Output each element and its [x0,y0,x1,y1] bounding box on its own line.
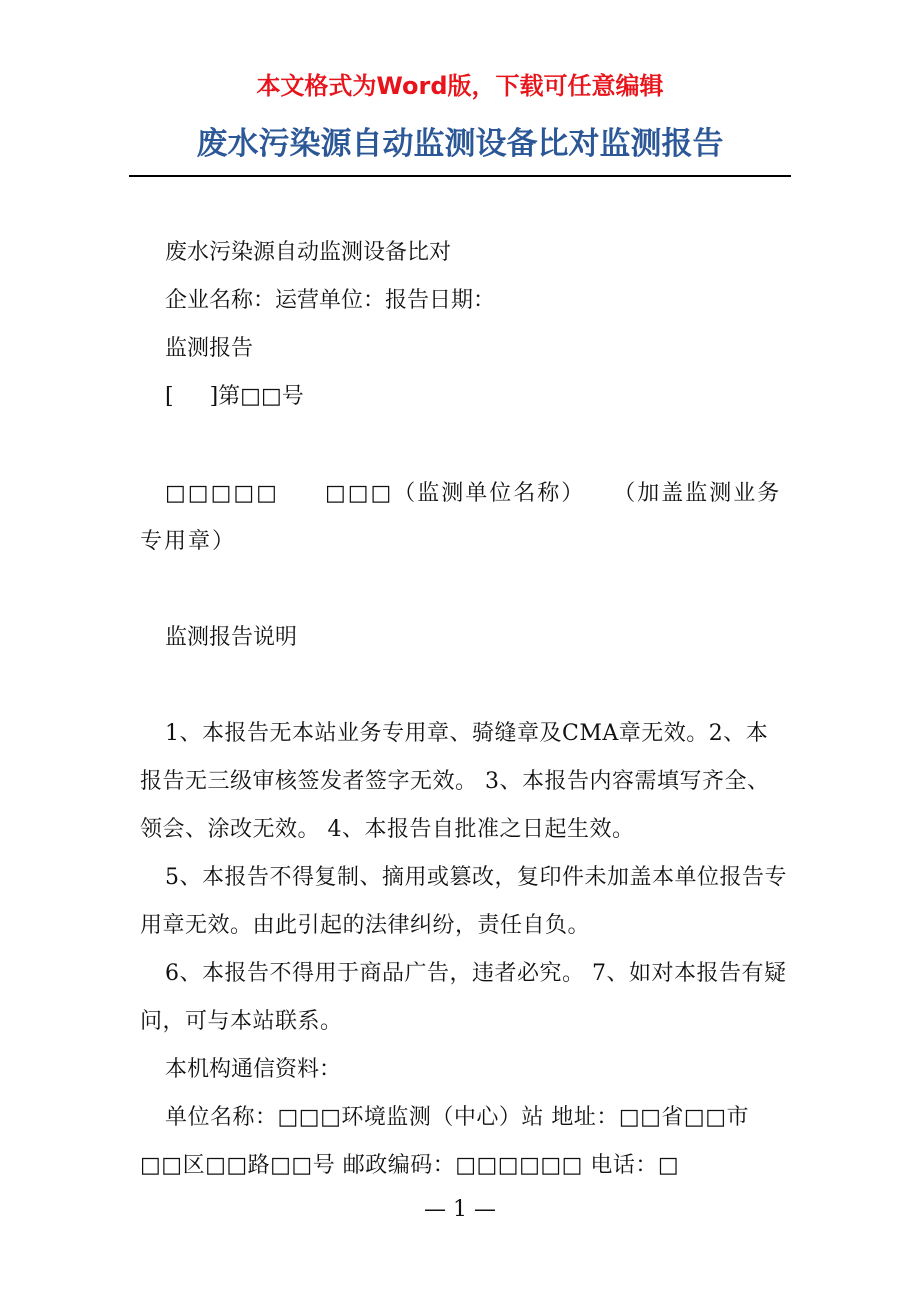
cover-line-3: 监测报告 [165,336,254,361]
cover-line-1: 废水污染源自动监测设备比对 [165,240,452,265]
explanation-para-1: 1、本报告无本站业务专用章、骑缝章及CMA章无效。2、本报告无三级审核签发者签字无效。 3、本报告内容需填写齐全、领会、涂改无效。 4、本报告自批准之日起生效。 [140,721,770,842]
page-number: — 1 — [424,1197,496,1222]
format-notice: 本文格式为Word版，下载可任意编辑 [256,72,664,100]
contact-heading: 本机构通信资料： [165,1057,342,1082]
cover-line-2: 企业名称：运营单位：报告日期： [165,288,496,313]
report-number-close: ]第□□号 [209,384,304,409]
org-boxes: □□□□□ [165,481,279,506]
report-number-open: [ [165,384,174,409]
org-name: □□□（监测单位名称） [324,481,586,506]
contact-paragraph: 单位名称：□□□环境监测（中心）站 地址：□□省□□市□□区□□路□□号 邮政编码：□□□□□□ 电话：□ [140,1105,749,1178]
report-number [165,373,788,421]
explanation-heading: 监测报告说明 [165,625,298,650]
title-divider [129,175,791,177]
seal-note: （加盖监测业务专用章） [140,481,782,554]
explanation-para-2: 5、本报告不得复制、摘用或篡改，复印件未加盖本单位报告专用章无效。由此引起的法律纠纷，责任自负。 [140,865,787,938]
org-seal-paragraph [140,470,788,566]
explanation-para-3: 6、本报告不得用于商品广告，违者必究。 7、如对本报告有疑问，可与本站联系。 [140,961,787,1034]
document-title: 废水污染源自动监测设备比对监测报告 [196,126,724,162]
